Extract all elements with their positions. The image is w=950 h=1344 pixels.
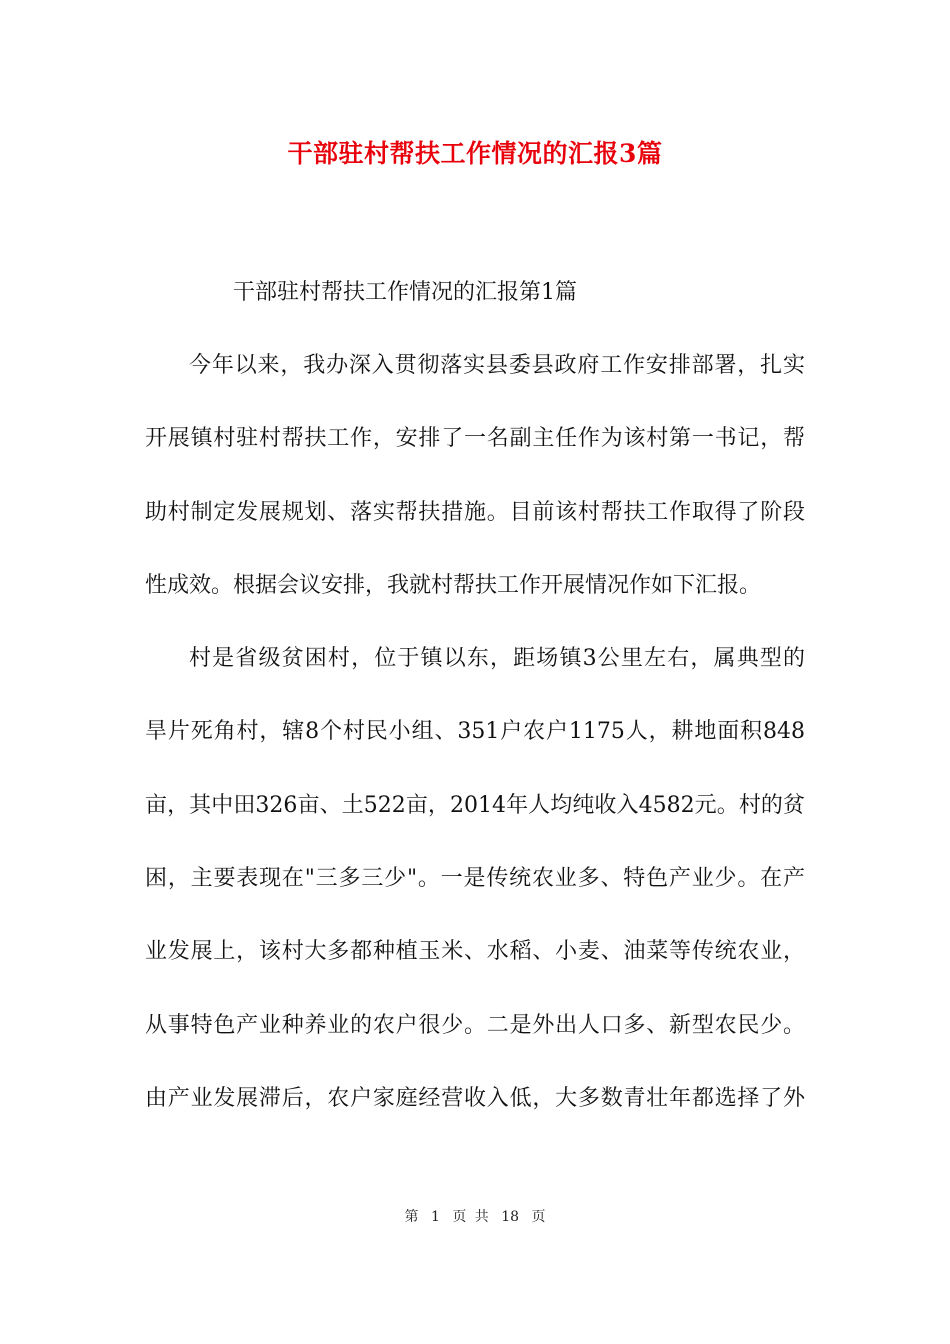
section-heading: 干部驻村帮扶工作情况的汇报第1篇 bbox=[233, 280, 577, 305]
body-line: 亩，其中田326亩、土522亩，2014年人均纯收入4582元。村的贫 bbox=[145, 792, 805, 818]
body-line: 从事特色产业种养业的农户很少。二是外出人口多、新型农民少。 bbox=[145, 1012, 805, 1038]
body-line: 开展镇村驻村帮扶工作，安排了一名副主任作为该村第一书记，帮 bbox=[145, 426, 805, 452]
footer-prefix: 第 bbox=[404, 1209, 419, 1225]
footer-middle: 页 共 bbox=[452, 1209, 489, 1225]
page-footer bbox=[0, 1207, 950, 1227]
footer-suffix: 页 bbox=[531, 1209, 546, 1225]
body-line: 助村制定发展规划、落实帮扶措施。目前该村帮扶工作取得了阶段 bbox=[145, 499, 805, 525]
footer-total-pages: 18 bbox=[501, 1209, 520, 1225]
body-line: 由产业发展滞后，农户家庭经营收入低，大多数青壮年都选择了外 bbox=[145, 1085, 805, 1111]
document-title: 干部驻村帮扶工作情况的汇报3篇 bbox=[287, 139, 663, 168]
body-line: 旱片死角村，辖8个村民小组、351户农户1175人，耕地面积848 bbox=[145, 719, 805, 745]
footer-current-page: 1 bbox=[430, 1209, 440, 1225]
body-line: 今年以来，我办深入贯彻落实县委县政府工作安排部署，扎实 bbox=[189, 353, 805, 378]
body-line: 村是省级贫困村，位于镇以东，距场镇3公里左右，属典型的 bbox=[189, 646, 805, 672]
body-text bbox=[145, 346, 805, 1152]
body-line: 性成效。根据会议安排，我就村帮扶工作开展情况作如下汇报。 bbox=[145, 572, 762, 598]
body-line: 业发展上，该村大多都种植玉米、水稻、小麦、油菜等传统农业， bbox=[145, 939, 805, 965]
body-line: 困，主要表现在"三多三少"。一是传统农业多、特色产业少。在产 bbox=[145, 866, 805, 892]
